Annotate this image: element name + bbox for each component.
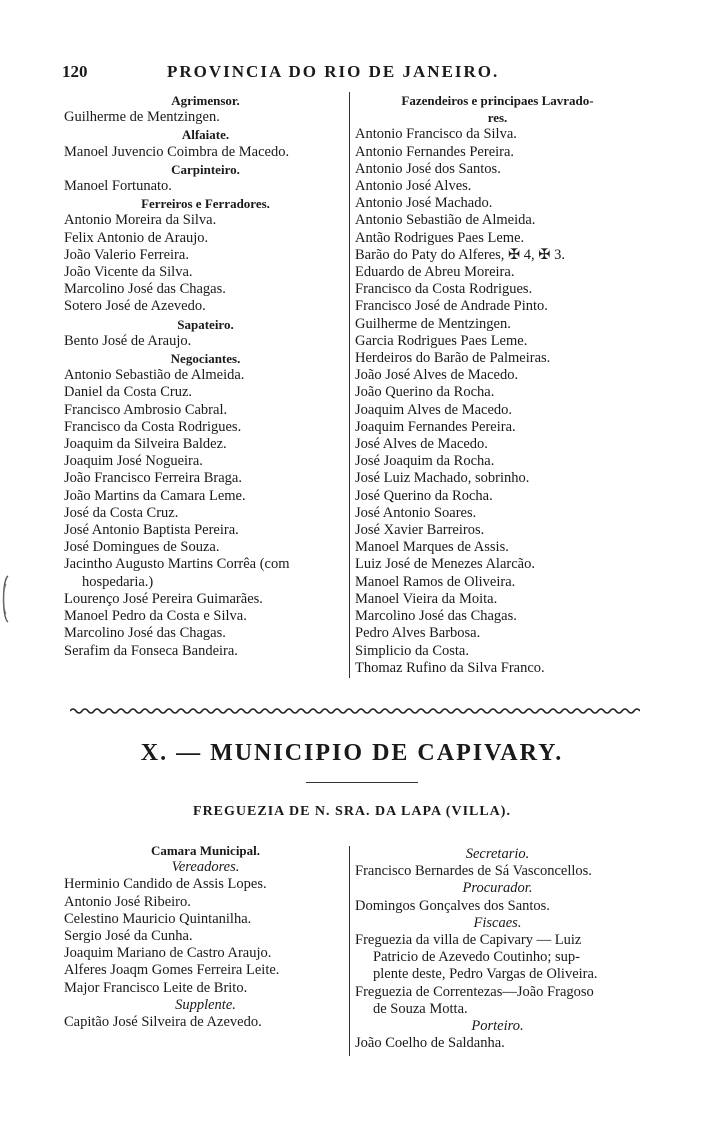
left-column-bottom	[64, 842, 347, 1031]
list-item: João José Alves de Macedo.	[355, 367, 519, 384]
list-item: Guilherme de Mentzingen.	[355, 315, 511, 332]
column-divider-bottom	[349, 846, 350, 1056]
list-item: Felix Antonio de Araujo.	[64, 229, 209, 246]
list-item: Francisco José de Andrade Pinto.	[355, 298, 548, 315]
list-item: Celestino Mauricio Quintanilha.	[64, 910, 252, 927]
section-heading: res.	[487, 110, 508, 126]
list-item: Joaquim da Silveira Baldez.	[64, 436, 227, 453]
list-item: Antonio Francisco da Silva.	[355, 126, 517, 143]
section-title: X. — MUNICIPIO DE CAPIVARY.	[140, 740, 564, 766]
list-item: Sergio José da Cunha.	[64, 928, 193, 945]
role-heading: Vereadores.	[171, 859, 240, 876]
list-item: Eduardo de Abreu Moreira.	[355, 264, 515, 281]
list-item: Marcolino José das Chagas.	[64, 625, 226, 642]
list-item: Guilherme de Mentzingen.	[64, 109, 220, 126]
list-item: João Francisco Ferreira Braga.	[64, 470, 242, 487]
list-item: Joaquim Fernandes Pereira.	[355, 418, 516, 435]
list-item: Serafim da Fonseca Bandeira.	[64, 642, 238, 659]
list-item: João Coelho de Saldanha.	[355, 1035, 505, 1052]
list-item: Sotero José de Azevedo.	[64, 298, 206, 315]
list-item: Antonio José dos Santos.	[355, 160, 501, 177]
list-item: João Vicente da Silva.	[64, 264, 193, 281]
list-item: José Luiz Machado, sobrinho.	[355, 470, 530, 487]
list-item: Barão do Paty do Alferes, ✠ 4, ✠ 3.	[355, 246, 565, 263]
list-item: Thomaz Rufino da Silva Franco.	[355, 659, 545, 676]
list-item: Simplicio da Costa.	[355, 642, 469, 659]
title-rule	[306, 782, 418, 783]
column-divider-top	[349, 92, 350, 678]
section-heading: Ferreiros e Ferradores.	[141, 196, 270, 212]
list-item: Antonio Sebastião de Almeida.	[355, 212, 536, 229]
role-heading: Supplente.	[175, 996, 236, 1013]
section-heading: Negociantes.	[170, 351, 241, 367]
section-heading: Alfaiate.	[181, 127, 230, 143]
list-item: Manoel Pedro da Costa e Silva.	[64, 608, 247, 625]
right-column-bottom	[355, 846, 640, 1052]
running-title: PROVINCIA DO RIO DE JANEIRO.	[167, 62, 500, 81]
list-item: Francisco Bernardes de Sá Vasconcellos.	[355, 863, 592, 880]
list-item: Manoel Vieira da Moita.	[355, 590, 498, 607]
list-item: João Valerio Ferreira.	[64, 246, 189, 263]
list-item: Freguezia de Correntezas—João Fragoso	[355, 983, 594, 1000]
role-heading: Fiscaes.	[473, 914, 522, 931]
list-item: Francisco Ambrosio Cabral.	[64, 401, 228, 418]
list-item: Manoel Marques de Assis.	[355, 539, 509, 556]
list-item: Antonio José Alves.	[355, 178, 472, 195]
list-item: Jacintho Augusto Martins Corrêa (com	[64, 556, 290, 573]
list-item: José Xavier Barreiros.	[355, 522, 485, 539]
list-item: Francisco da Costa Rodrigues.	[355, 281, 533, 298]
entry-continuation: de Souza Motta.	[373, 1000, 468, 1017]
list-item: Manoel Juvencio Coimbra de Macedo.	[64, 143, 290, 160]
margin-bracket-mark	[0, 574, 10, 624]
list-item: Manoel Ramos de Oliveira.	[355, 573, 516, 590]
list-item: Domingos Gonçalves dos Santos.	[355, 897, 550, 914]
list-item: Antão Rodrigues Paes Leme.	[355, 229, 525, 246]
list-item: Francisco da Costa Rodrigues.	[64, 418, 242, 435]
role-heading: Secretario.	[465, 846, 530, 862]
list-item: Antonio Fernandes Pereira.	[355, 143, 515, 160]
list-item: José Antonio Soares.	[355, 504, 477, 521]
wavy-separator	[70, 706, 640, 716]
list-item: Marcolino José das Chagas.	[355, 608, 517, 625]
list-item: Joaquim Alves de Macedo.	[355, 401, 513, 418]
list-item: José Antonio Baptista Pereira.	[64, 522, 239, 539]
list-item: Antonio Sebastião de Almeida.	[64, 367, 245, 384]
right-column-top	[355, 92, 640, 677]
list-item: Antonio José Machado.	[355, 195, 493, 212]
list-item: Antonio Moreira da Silva.	[64, 212, 217, 229]
list-item: Manoel Fortunato.	[64, 178, 172, 195]
list-item: Freguezia da villa de Capivary — Luiz	[355, 932, 582, 949]
role-heading: Porteiro.	[471, 1018, 524, 1035]
entry-continuation: plente deste, Pedro Vargas de Oliveira.	[373, 966, 598, 983]
list-item: Joaquim José Nogueira.	[64, 453, 203, 470]
list-item: José Joaquim da Rocha.	[355, 453, 495, 470]
list-item: Major Francisco Leite de Brito.	[64, 979, 248, 996]
list-item: João Martins da Camara Leme.	[64, 487, 246, 504]
list-item: Pedro Alves Barbosa.	[355, 625, 481, 642]
list-item: Lourenço José Pereira Guimarães.	[64, 590, 263, 607]
list-item: Garcia Rodrigues Paes Leme.	[355, 332, 528, 349]
list-item: José Querino da Rocha.	[355, 487, 493, 504]
freguezia-heading: FREGUEZIA DE N. SRA. DA LAPA (VILLA).	[193, 804, 511, 819]
section-heading: Sapateiro.	[177, 316, 234, 332]
section-heading: Fazendeiros e principaes Lavrado-	[401, 93, 594, 108]
left-column-top	[64, 92, 347, 660]
page-header	[62, 62, 642, 86]
list-item: Herminio Candido de Assis Lopes.	[64, 876, 267, 893]
section-heading: Camara Municipal.	[150, 843, 261, 858]
list-item: João Querino da Rocha.	[355, 384, 495, 401]
section-heading: Agrimensor.	[171, 93, 240, 108]
list-item: Marcolino José das Chagas.	[64, 281, 226, 298]
list-item: José da Costa Cruz.	[64, 504, 179, 521]
list-item: Luiz José de Menezes Alarcão.	[355, 556, 535, 573]
entry-continuation: hospedaria.)	[82, 573, 154, 590]
list-item: Joaquim Mariano de Castro Araujo.	[64, 945, 272, 962]
section-heading: Carpinteiro.	[171, 161, 240, 177]
entry-continuation: Patricio de Azevedo Coutinho; sup-	[373, 949, 580, 966]
list-item: Herdeiros do Barão de Palmeiras.	[355, 350, 551, 367]
role-heading: Procurador.	[462, 880, 533, 897]
list-item: Bento José de Araujo.	[64, 332, 192, 349]
list-item: Antonio José Ribeiro.	[64, 893, 191, 910]
list-item: Daniel da Costa Cruz.	[64, 384, 193, 401]
list-item: Capitão José Silveira de Azevedo.	[64, 1014, 262, 1031]
list-item: Alferes Joaqm Gomes Ferreira Leite.	[64, 962, 280, 979]
list-item: José Alves de Macedo.	[355, 436, 488, 453]
page-number: 120	[62, 62, 88, 81]
list-item: José Domingues de Souza.	[64, 539, 220, 556]
